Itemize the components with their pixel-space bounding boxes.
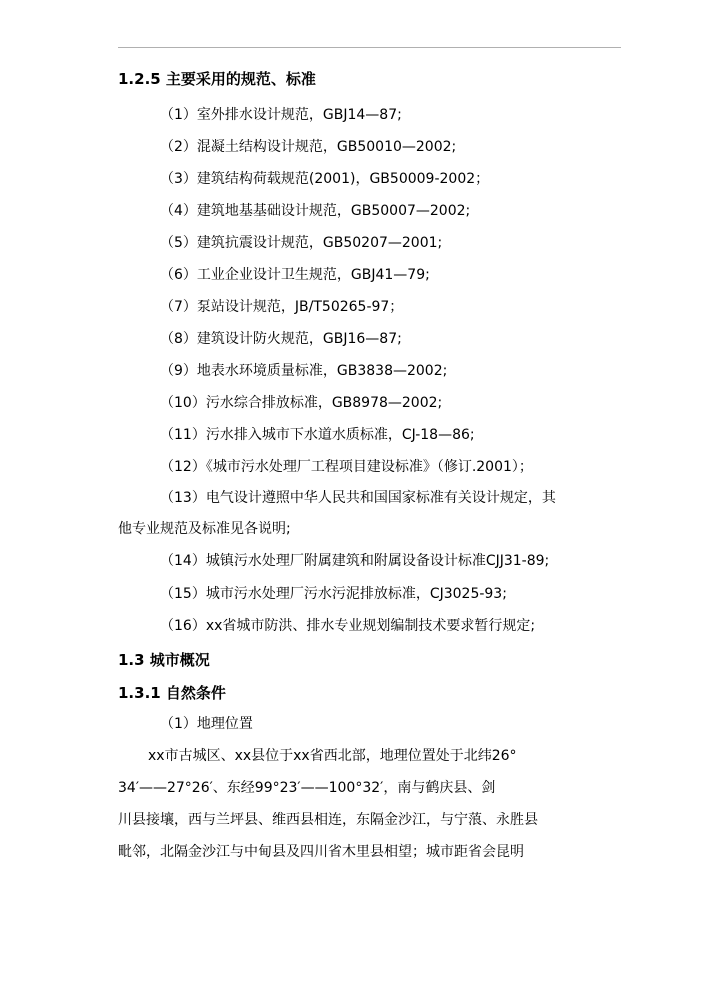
standard-item-3: （3）建筑结构荷载规范(2001)，GB50009-2002；: [160, 171, 490, 187]
standard-item-9: （9）地表水环境质量标准，GB3838—2002;: [160, 363, 448, 379]
standard-item-14: （14）城镇污水处理厂附属建筑和附属设备设计标准CJJ31-89;: [160, 553, 550, 569]
standard-item-10: （10）污水综合排放标准，GB8978—2002;: [160, 395, 443, 411]
standard-item-11: （11）污水排入城市下水道水质标准，CJ-18—86;: [160, 427, 475, 443]
standard-item-16: （16）xx省城市防洪、排水专业规划编制技术要求暂行规定;: [160, 618, 536, 634]
section-heading-1-3-1: 1.3.1 自然条件: [118, 684, 226, 702]
header-rule: [118, 47, 621, 48]
standard-item-2: （2）混凝土结构设计规范，GB50010—2002;: [160, 139, 457, 155]
paragraph-line-2: 34′——27°26′、东经99°23′——100°32′，南与鹤庆县、剑: [118, 780, 496, 796]
standard-item-6: （6）工业企业设计卫生规范，GBJ41—79;: [160, 267, 430, 283]
standard-item-13-line-1: （13）电气设计遵照中华人民共和国国家标准有关设计规定，其: [160, 490, 556, 506]
paragraph-line-4: 毗邻，北隔金沙江与中甸县及四川省木里县相望；城市距省会昆明: [118, 844, 524, 860]
section-heading-1-2-5: 1.2.5 主要采用的规范、标准: [118, 70, 316, 88]
paragraph-line-1: xx市古城区、xx县位于xx省西北部，地理位置处于北纬26°: [148, 748, 517, 764]
standard-item-13-line-2: 他专业规范及标准见各说明;: [118, 521, 291, 537]
standard-item-5: （5）建筑抗震设计规范，GB50207—2001;: [160, 235, 443, 251]
standard-item-12: （12）《城市污水处理厂工程项目建设标准》（修订.2001）；: [160, 459, 533, 475]
section-heading-1-3: 1.3 城市概况: [118, 651, 210, 669]
geo-location-heading: （1）地理位置: [160, 716, 253, 732]
standard-item-4: （4）建筑地基基础设计规范，GB50007—2002;: [160, 203, 471, 219]
standard-item-7: （7）泵站设计规范，JB/T50265-97；: [160, 299, 404, 315]
standard-item-1: （1）室外排水设计规范，GBJ14—87;: [160, 107, 402, 123]
standard-item-8: （8）建筑设计防火规范，GBJ16—87;: [160, 331, 402, 347]
paragraph-line-3: 川县接壤，西与兰坪县、维西县相连，东隔金沙江，与宁蒗、永胜县: [118, 812, 538, 828]
standard-item-15: （15）城市污水处理厂污水污泥排放标准，CJ3025-93;: [160, 586, 507, 602]
